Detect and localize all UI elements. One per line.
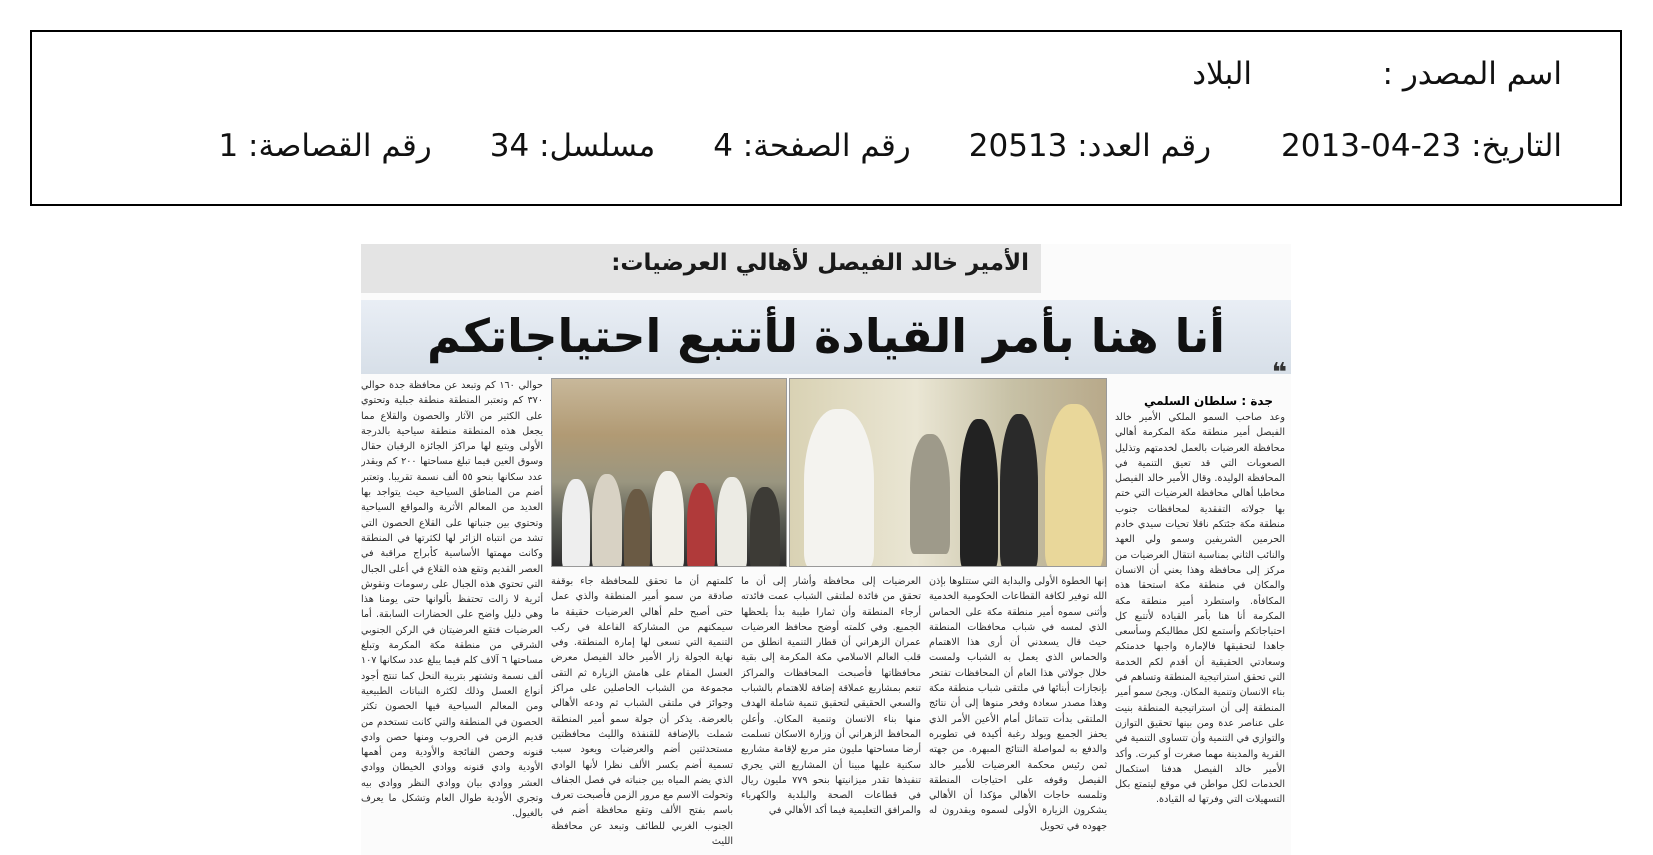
article-column-2: إنها الخطوة الأولى والبداية التي ستتلوها بإذن الله توفير لكافة القطاعات الحكومية الخدمية وأثنى سموه أمير منطقة مكة على الحماس الذي لمسه في شباب محافظات المنطقة حيث قال يسعدني أن أرى هذا الاهتمام والحماس الذي يعمل به الشباب ولمست خلال جولاتي هذا العام أن المحافظات تفتخر بإنجازات أبنائها في ملتقى شباب منطقة مكة وهذا مصدر سعادة وفخر منوها إلى أن نتائج الملتقى بدأت تتماثل أمام الأعين الأمر الذي يحفز الجميع ويولد رغبة أكيدة في تطويره والدفع به لمواصلة النتائج المبهرة. من جهته ثمن رئيس محكمة العرضيات للأمير خالد الفيصل وقوفه على احتياجات المنطقة وتلمسه حاجات الأهالي مؤكدا أن الأهالي يشكرون الزيارة الأولى لسموه ويقدرون له جهوده في تحويل xyxy=(929,576,1107,832)
photo-figure xyxy=(687,483,715,567)
metadata-box xyxy=(30,30,1622,206)
article-column-4: كلمتهم أن ما تحقق للمحافظة جاء بوقفة صادقة من سمو أمير المنطقة والذي عمل حتى أصبح حلم أهالي العرضيات حقيقة ما سيمكنهم من المشاركة الفاعلة في ركب التنمية التي تسعى لها إمارة المنطقة. وفي نهاية الجولة زار الأمير خالد الفيصل معرض العسل المقام على هامش الزيارة ثم التقى مجموعة من الشباب الحاصلين على مراكز وجوائز في ملتقى الشباب ثم ودعه الأهالي بالعرضة. يذكر أن جولة سمو أمير المنطقة شملت بالإضافة للقنفذة والليث محافظتين مستحدثتين أضم والعرضيات ويعود سبب تسمية أضم بكسر الألف نظرا لأنها الوادي الذي يضم المياه بين جنباته في فصل الجفاف وتحولت الاسم مع مرور الزمن فأصبحت تعرف باسم بفتح الألف وتقع محافظة أضم في الجنوب الغربي للطائف وتبعد عن محافظة الليث xyxy=(551,576,733,848)
photo-figure xyxy=(910,434,950,554)
article-column-5: حوالي ١٦٠ كم وتبعد عن محافظة جدة حوالي ٣٧٠ كم وتعتبر المنطقة منطقة جبلية وتحتوي على الكثير من الآثار والحصون والقلاع مما يجعل هذه المنطقة منطقة سياحية بالدرجة الأولى ويتبع لها مراكز الجائزة الرقبان حقال وسوق العين فيما تبلغ مساحتها ٢٠٠ كم ويقدر عدد سكانها بنحو ٥٥ ألف نسمة تقريبا. وتعتبر أضم من المناطق السياحية حيث يتواجد بها العديد من المعالم الأثرية والمواقع السياحية وتحتوي بين جنباتها على القلاع الحصون التي تشد من انتباه الزائر لها لكثرتها في المنطقة وكانت مهمتها الأساسية كأبراج مراقبة في العصر القديم وتقع هذه القلاع في أعلى الجبال التي تحتوي هذه الجبال على رسومات ونقوش أثرية لا زالت تحتفظ بألوانها حتى يومنا هذا وهي دليل واضح على الحضارات السابقة. أما العرضيات فتقع العرضيتان في الركن الجنوبي الشرقي من منطقة مكة المكرمة وتبلغ مساحتها ٦ آلاف كلم فيما يبلغ عدد سكانها ١٠٧ ألف نسمة وتشتهر بتربية النحل كما تنتج أجود أنواع العسل وذلك لكثرة النباتات الطبيعية ومن المعالم السياحية فيها الحصون تكثر الحصون في المنطقة والتي كانت تستخدم من قديم الزمن في الحروب ومنها حصن وادي قنونه وحصن الفائجة والأودية ومن أهمها الأودية وادي قنونه ووادي الخيطان ووادي العشر ووادي بيان ووادي النظر ووادي بيه وتجري الأودية طوال العام وتشكل ما يعرف بالغيول. xyxy=(361,380,543,820)
headline-bar xyxy=(361,300,1291,374)
photo-exhibition xyxy=(789,378,1107,567)
photo-figure xyxy=(717,477,747,567)
photo-crowd xyxy=(551,378,787,567)
photo-figure xyxy=(960,419,998,567)
headline: أنا هنا بأمر القيادة لأتتبع احتياجاتكم xyxy=(427,309,1225,363)
photo-figure xyxy=(652,471,684,567)
source-value: البلاد xyxy=(1192,56,1252,92)
photo-figure xyxy=(1045,404,1103,567)
source-label: اسم المصدر : xyxy=(1382,56,1562,92)
quote-mark-icon: ❝ xyxy=(1271,358,1287,388)
details-line xyxy=(218,126,1562,166)
newspaper-clipping xyxy=(361,244,1291,855)
date-field: التاريخ: 23-04-2013 xyxy=(1281,128,1562,164)
page-number-field: رقم الصفحة: 4 xyxy=(713,128,911,164)
source-line xyxy=(1192,54,1562,94)
photo-figure xyxy=(804,409,874,567)
kicker-bar xyxy=(361,244,1041,293)
issue-number-field: رقم العدد: 20513 xyxy=(968,128,1212,164)
article-column-3: العرضيات إلى محافظة وأشار إلى أن ما تحقق من فائدة لملتقى الشباب عمت فائدته أرجاء المنطقة وأن ثمارا طيبة بدأ يلحظها الجميع. وفي كلمته أوضح محافظ العرضيات عمران الزهراني أن قطار التنمية انطلق من قلب العالم الاسلامي مكة المكرمة إلى بقية محافظاتها فأصبحت المحافظات والمراكز تنعم بمشاريع عملاقة إضافة للاهتمام بالشباب والسعي الحقيقي لتحقيق تنمية شاملة الهدف منها بناء الانسان وتنمية المكان. وأعلن المحافظ الزهراني أن وزارة الاسكان تسلمت أرضا مساحتها مليون متر مربع لإقامة مشاريع سكنية عليها مبينا أن المشاريع التي يجري تنفيذها تقدر ميزانيتها بنحو ٧٧٩ مليون ريال في قطاعات الصحة والبلدية والكهرباء والمرافق التعليمية فيما أكد الأهالي في xyxy=(741,576,921,817)
byline: جدة : سلطان السلمي xyxy=(1143,394,1273,408)
photo-figure xyxy=(562,479,590,567)
article-column-1: وعد صاحب السمو الملكي الأمير خالد الفيصل أمير منطقة مكة المكرمة أهالي محافظة العرضيات بالعمل لخدمتهم وتذليل الصعوبات التي قد تعيق التنمية في المحافظة الوليدة. وقال الأمير خالد الفيصل مخاطبا أهالي محافظة العرضيات التي ختم بها جولاته التفقدية لمحافظات جنوب منطقة مكة جئتكم ناقلا تحيات سيدي خادم الحرمين الشريفين وسمو ولي العهد والنائب الثاني بمناسبة انتقال العرضيات من مركز إلى محافظة وهذا يعني أن الانسان والمكان في منطقة مكة استحقا هذه المكافأة. واستطرد أمير منطقة مكة المكرمة أنا هنا بأمر القيادة لأتتبع كل احتياجاتكم وأستمع لكل مطالبكم وسأسعى جاهدا لتحقيقها فالإمارة واجبها خدمتكم وسعادتي الحقيقية أن أقدم لكم الخدمة التي تحقق استراتيجية المنطقة وتساهم في بناء الانسان وتنمية المكان. ويجئ سمو أمير المنطقة إلى أن استراتيجية المنطقة بنيت على عناصر عدة ومن بينها تحقيق التوازن والتوازي في التنمية وأن تتساوى التنمية في القرية والمدينة مهما صغرت أو كبرت. وأكد الأمير خالد الفيصل هدفنا استكمال الخدمات لكل مواطن في موقع ليتمتع بكل التسهيلات التي وفرتها له القيادة. xyxy=(1115,412,1285,806)
serial-field: مسلسل: 34 xyxy=(489,128,656,164)
kicker-text: الأمير خالد الفيصل لأهالي العرضيات: xyxy=(611,250,1029,276)
photo-figure xyxy=(750,487,780,567)
photo-figure xyxy=(592,474,622,567)
photo-figure xyxy=(1000,414,1038,567)
photo-figure xyxy=(624,489,650,567)
clip-number-field: رقم القصاصة: 1 xyxy=(218,128,432,164)
